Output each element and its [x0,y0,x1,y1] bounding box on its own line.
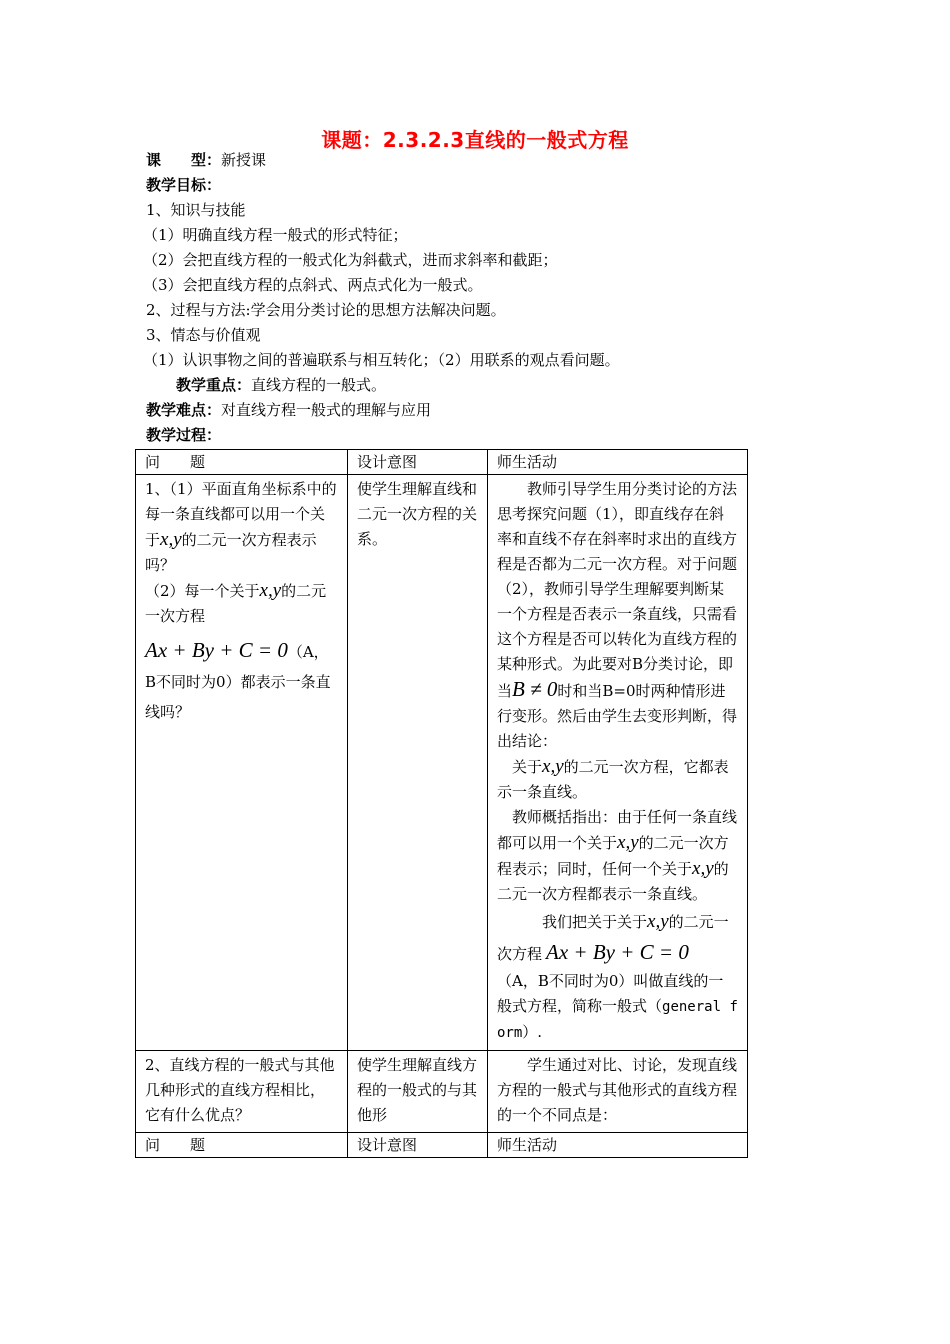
row2-activity: 学生通过对比、讨论，发现直线方程的一般式与其他形式的直线方程的一个不同点是： [488,1051,748,1133]
lesson-type-label: 课 型： [146,151,222,169]
difficulty-label: 教学难点： [146,401,222,419]
row1-act-text-3a: 关于 [512,758,543,776]
row1-act-text-5b: 的二元一次方程 [497,913,729,963]
row1-act-text-4c: 的二元一次方程都表示一条直线。 [497,860,729,903]
math-xy: x,y [647,911,669,932]
row1-question [136,475,348,1051]
lesson-type-value: 新授课 [221,151,267,169]
objective-3: 3、情态与价值观 [146,326,261,344]
objective-1c: （3）会把直线方程的点斜式、两点式化为一般式。 [143,276,483,294]
math-general-equation: Ax + By + C = 0 [546,940,689,964]
header-activity: 师生活动 [488,450,748,475]
objective-3a: （1）认识事物之间的普遍联系与相互转化；（2）用联系的观点看问题。 [143,351,620,369]
row1-act-text-5a: 我们把关于关于 [542,913,648,931]
objective-1a: （1）明确直线方程一般式的形式特征； [143,226,408,244]
math-xy: x,y [542,756,564,777]
process-table [135,449,748,1158]
row1-act-text-5c: （A，B不同时为0）叫做直线的一般式方程，简称一般式（ [497,972,724,1015]
table-row [136,1051,748,1133]
row1-q-text-2: 的二元一次方程表示吗？ [145,531,317,574]
row1-q-text-4: 的二元一次方程 [145,582,327,625]
header-question: 问 题 [136,450,348,475]
math-xy: x,y [259,580,282,601]
process-label: 教学过程： [146,426,222,444]
objective-2: 2、过程与方法:学会用分类讨论的思想方法解决问题。 [146,301,506,319]
lesson-type-line [146,150,266,170]
row1-act-text-3b: 的二元一次方程，它都表示一条直线。 [497,758,729,801]
difficulty-line [146,400,431,420]
row1-act-text-5d: ）. [522,1023,543,1041]
math-b-not-zero: B ≠ 0 [512,677,558,701]
row1-q-text-1: 1、（1）平面直角坐标系中的每一条直线都可以用一个关于 [145,480,337,549]
math-general-equation: Ax + By + C = 0 [145,638,288,662]
math-xy: x,y [160,529,182,550]
row1-q-text-5: （A，B不同时为0）都表示一条直线吗？ [145,643,331,721]
objective-1b: （2）会把直线方程的一般式化为斜截式，进而求斜率和截距； [143,251,558,269]
key-point-value: 直线方程的一般式。 [251,376,387,394]
header-question: 问 题 [136,1133,348,1158]
row1-act-text-2: 时和当B=0时两种情形进行变形。然后由学生去变形判断，得出结论： [497,682,738,750]
table-header-row-repeat [136,1133,748,1158]
row1-intent: 使学生理解直线和二元一次方程的关系。 [348,475,488,1051]
general-form-term: general form [497,999,738,1041]
key-point-line [176,375,386,395]
math-xy: x,y [617,832,639,853]
row2-intent: 使学生理解直线方程的一般式的与其他形 [348,1051,488,1133]
row1-act-text-4a: 教师概括指出：由于任何一条直线都可以用一个关于 [497,808,738,852]
objectives-heading: 教学目标： [146,176,222,194]
header-intent: 设计意图 [348,1133,488,1158]
row1-act-text-1: 教师引导学生用分类讨论的方法思考探究问题（1），即直线存在斜率和直线不存在斜率时求出的直线方程是否都为二元一次方程。对于问题（2），教师引导学生理解要判断某一个方程是否表示一条直线，只需看这个方程是否可以转化为直线方程的某种形式。为此要对B分类讨论，即当 [497,480,738,700]
difficulty-value: 对直线方程一般式的理解与应用 [221,401,432,419]
objective-1: 1、知识与技能 [146,201,246,219]
header-intent: 设计意图 [348,450,488,475]
row1-act-text-4b: 的二元一次方程表示；同时，任何一个关于 [497,834,729,878]
math-xy: x,y [692,858,714,879]
table-header-row [136,450,748,475]
table-row [136,475,748,1051]
lesson-title: 课题：2.3.2.3直线的一般式方程 [321,128,629,152]
row1-q-text-3: （2）每一个关于 [145,582,260,600]
row1-activity [488,475,748,1051]
header-activity: 师生活动 [488,1133,748,1158]
row2-question: 2、直线方程的一般式与其他几种形式的直线方程相比，它有什么优点？ [136,1051,348,1133]
key-point-label: 教学重点： [176,376,252,394]
